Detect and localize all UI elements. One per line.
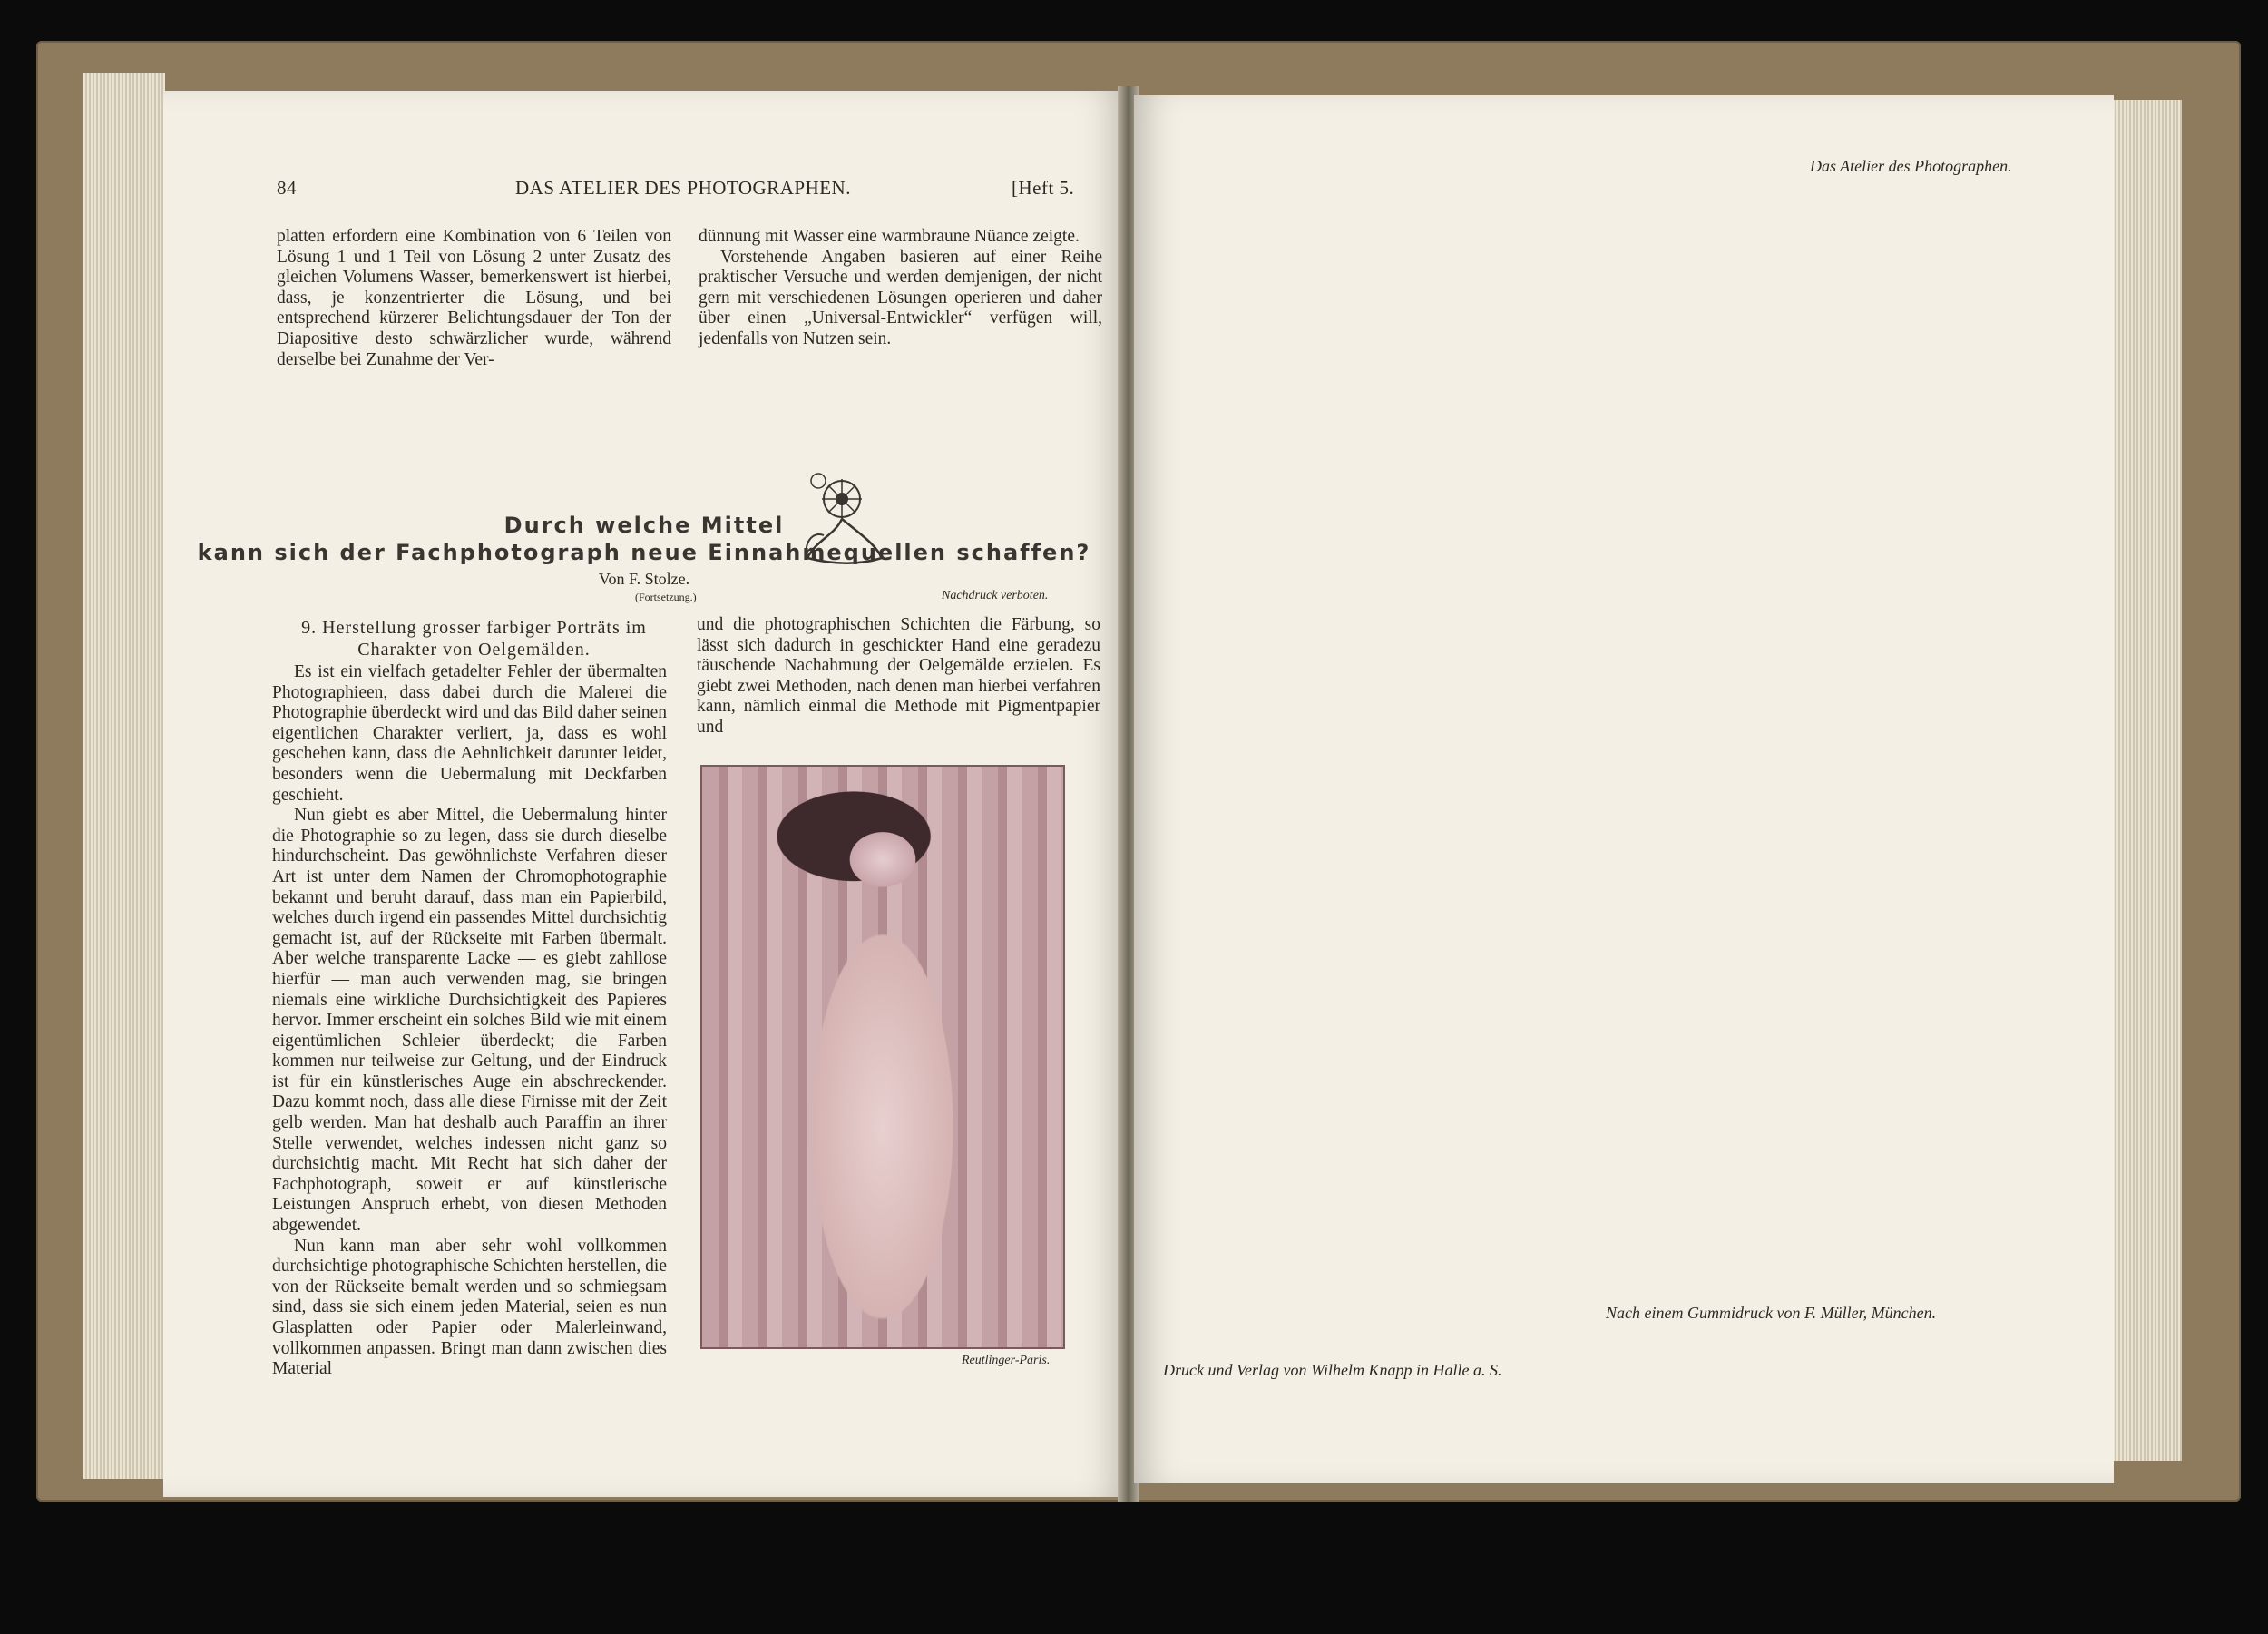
paragraph: Nun kann man aber sehr wohl vollkommen durchsichtige photographische Schichten herstellen, die von der Rückseite bemalt werden und so schmiegsam sind, dass sie sich einem jeden Material, seien es nun Glasplatten oder Papier oder Malerleinwand, vollkommen anpassen. Bringt man dann zwischen dies Material xyxy=(272,1236,667,1379)
paragraph: platten erfordern eine Kombination von 6 Teilen von Lösung 1 und 1 Teil von Lösung 2 unter Zusatz des gleichen Volumens Wasser, bemerkenswert ist hierbei, dass, je konzentrierter die Lösung, und bei entsprechend kürzerer Belichtungsdauer der Ton der Diapositive desto schwärzlicher wurde, während derselbe bei Zunahme der Ver- xyxy=(277,227,671,369)
publisher-line: Druck und Verlag von Wilhelm Knapp in Halle a. S. xyxy=(1163,1361,1502,1379)
reprint-notice: Nachdruck verboten. xyxy=(942,589,1049,602)
body-column-1 xyxy=(272,662,667,1380)
continuation-note: (Fortsetzung.) xyxy=(635,591,697,603)
plate-caption: Nach einem Gummidruck von F. Müller, München. xyxy=(1606,1304,1937,1322)
body-column-2 xyxy=(697,615,1100,739)
section-heading: 9. Herstellung grosser farbiger Porträts im Charakter von Oelgemälden. xyxy=(301,618,647,660)
page-edges-left xyxy=(83,73,165,1479)
issue-label: [Heft 5. xyxy=(1012,177,1075,199)
photo-credit: Reutlinger-Paris. xyxy=(962,1354,1051,1367)
running-title-right: Das Atelier des Photographen. xyxy=(1810,157,2012,175)
top-column-2 xyxy=(699,227,1102,350)
author-line: Von F. Stolze. xyxy=(598,570,690,588)
top-column-1 xyxy=(277,227,671,370)
page-number: 84 xyxy=(277,177,297,199)
left-page xyxy=(163,91,1125,1497)
paragraph: Vorstehende Angaben basieren auf einer Reihe praktischer Versuche und werden demjenigen, der nicht gern mit verschiedenen Lösungen operieren und daher über einen „Universal-Entwickler“ verfügen will, jedenfalls von Nutzen sein. xyxy=(699,247,1102,348)
running-title-left: DAS ATELIER DES PHOTOGRAPHEN. xyxy=(515,177,851,199)
paragraph: und die photographischen Schichten die Färbung, so lässt sich dadurch in geschickter Hand eine geradezu täuschende Nachahmung der Oelgemälde erzielen. Es giebt zwei Methoden, nach denen man hierbei verfahren kann, nämlich einmal die Methode mit Pigmentpapier und xyxy=(697,615,1100,737)
article-title-line1: Durch welche Mittel xyxy=(503,513,785,538)
page-edges-right xyxy=(2109,100,2182,1461)
paragraph: dünnung mit Wasser eine warmbraune Nüance zeigte. xyxy=(699,227,1080,246)
portrait-photo-pink xyxy=(700,765,1065,1349)
right-page xyxy=(1134,95,2114,1483)
article-title-line2: kann sich der Fachphotograph neue Einnahmequellen schaffen? xyxy=(197,540,1091,565)
paragraph: Es ist ein vielfach getadelter Fehler der übermalten Photographieen, dass dabei durch die Malerei die Photographie überdeckt wird und das Bild daher seinen eigentlichen Charakter verliert, ja, dass es wohl geschehen kann, dass die Aehnlichkeit darunter leidet, besonders wenn die Uebermalung mit Deckfarben geschieht. xyxy=(272,662,667,805)
paragraph: Nun giebt es aber Mittel, die Uebermalung hinter die Photographie so zu legen, dass sie durch dieselbe hindurchscheint. Das gewöhnlichste Verfahren dieser Art ist unter dem Namen der Chromophotographie bekannt und beruht darauf, dass man ein Papierbild, welches durch irgend ein passendes Mittel durchsichtig gemacht ist, auf der Rückseite mit Farben übermalt. Aber welche transparente Lacke — es giebt zahllose hierfür — man auch verwenden mag, sie bringen niemals eine wirkliche Durchsichtigkeit des Papieres hervor. Immer erscheint ein solches Bild wie mit einem eigentümlichen Schleier überdeckt; die Farben kommen nur teilweise zur Geltung, und der Eindruck ist für ein künstlerisches Auge ein abschreckender. Dazu kommt noch, dass alle diese Firnisse mit der Zeit gelb werden. Man hat deshalb auch Paraffin an ihrer Stelle verwendet, welches indessen nicht ganz so durchsichtig macht. Mit Recht hat sich daher der Fachphotograph, soweit er auf künstlerische Leistungen Anspruch erhebt, von diesen Methoden abgewendet. xyxy=(272,806,667,1236)
